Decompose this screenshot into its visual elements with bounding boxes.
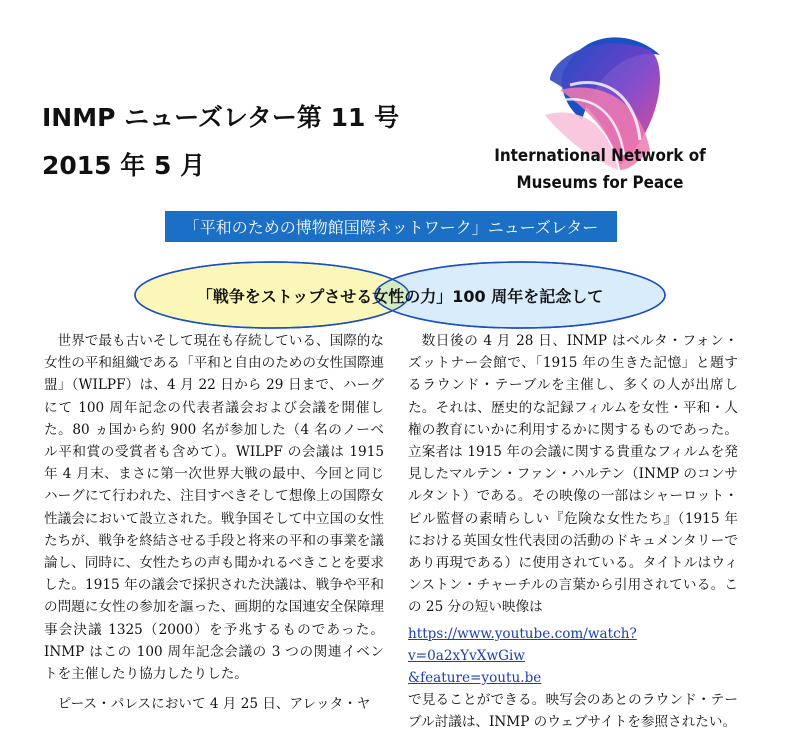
youtube-link[interactable]: https://www.youtube.com/watch?v=0a2xYvXwGiw (408, 625, 637, 664)
right-paragraph-1: 数日後の 4 月 28 日、INMP はベルタ・フォン・ズットナー会館で、「1915 年の生きた記憶」と題するラウンド・テーブルを主催し、多くの人が出席した。それは、歴史的な記録フィルムを女性・平和・人権の教育にいかに利用するかに関するものであった。立案者は 1915 年の会議に関する貴重なフィルムを発見したマルテン・ファン・ハルテン（INMP のコンサルタント）である。その映像の一部はシャーロット・ビル監督の素晴らしい『危険な女性たち』（1915 年における英国女性代表団の活動のドキュメンタリーであり再現である）に使用されている。タイトルはウィンストン・チャーチルの言葉から引用されている。この 25 分の短い映像は (408, 333, 738, 616)
left-paragraph-1: 世界で最も古いそして現在も存続している、国際的な女性の平和組織である「平和と自由のための女性国際連盟」（WILPF）は、4 月 22 日から 29 日まで、ハーグにて 100 周年記念の代表者議会および会議を開催した。80 ヵ国から約 900 名が参加した（4 名のノーベル平和賞の受賞者も含めて）。WILPF の会議は 1915 年 4 月末、まさに第一次世界大戦の最中、今回と同じハーグにて行われた、注目すべきそして想像上の国際女性議会において設立された。戦争国そして中立国の女性たちが、戦争を終結させる手段と将来の平和の事業を議論し、同時に、女性たちの声も聞かれるべきことを要求した。1915 年の議会で採択された決議は、戦争や平和の問題に女性の参加を謳った、画期的な国連安全保障理事会決議 1325（2000）を予兆するものであった。INMP はこの 100 周年記念会議の 3 つの関連イベントを主催したり協力したりした。 (44, 333, 384, 683)
newsletter-banner (165, 211, 617, 242)
right-link-line1 (408, 623, 738, 667)
banner-text: 「平和のための博物館国際ネットワーク」ニューズレター (183, 218, 599, 237)
right-paragraph-2: で見ることができる。映写会のあとのラウンド・テーブル討議は、INMP のウェブサイトを参照されたい。 (408, 692, 738, 731)
right-link-line2 (408, 667, 738, 689)
headline-part-c: 」100 周年を記念して (436, 286, 604, 306)
article-column-right (408, 330, 738, 734)
newsletter-title: INMP ニューズレター第 11 号 (42, 103, 400, 132)
newsletter-date: 2015 年 5 月 (42, 151, 206, 180)
article-column-left (44, 330, 384, 715)
headline-part-b: 女性の力 (372, 286, 437, 306)
left-paragraph-2: ピース・パレスにおいて 4 月 25 日、アレッタ・ヤ (57, 696, 371, 713)
headline-text (130, 258, 670, 332)
headline-part-a: 「戦争をストップさせる (196, 286, 373, 306)
logo-text-line1: International Network of (494, 146, 706, 165)
logo-text-line2: Museums for Peace (516, 173, 684, 192)
youtube-link-continued[interactable]: &feature=youtu.be (408, 670, 542, 687)
